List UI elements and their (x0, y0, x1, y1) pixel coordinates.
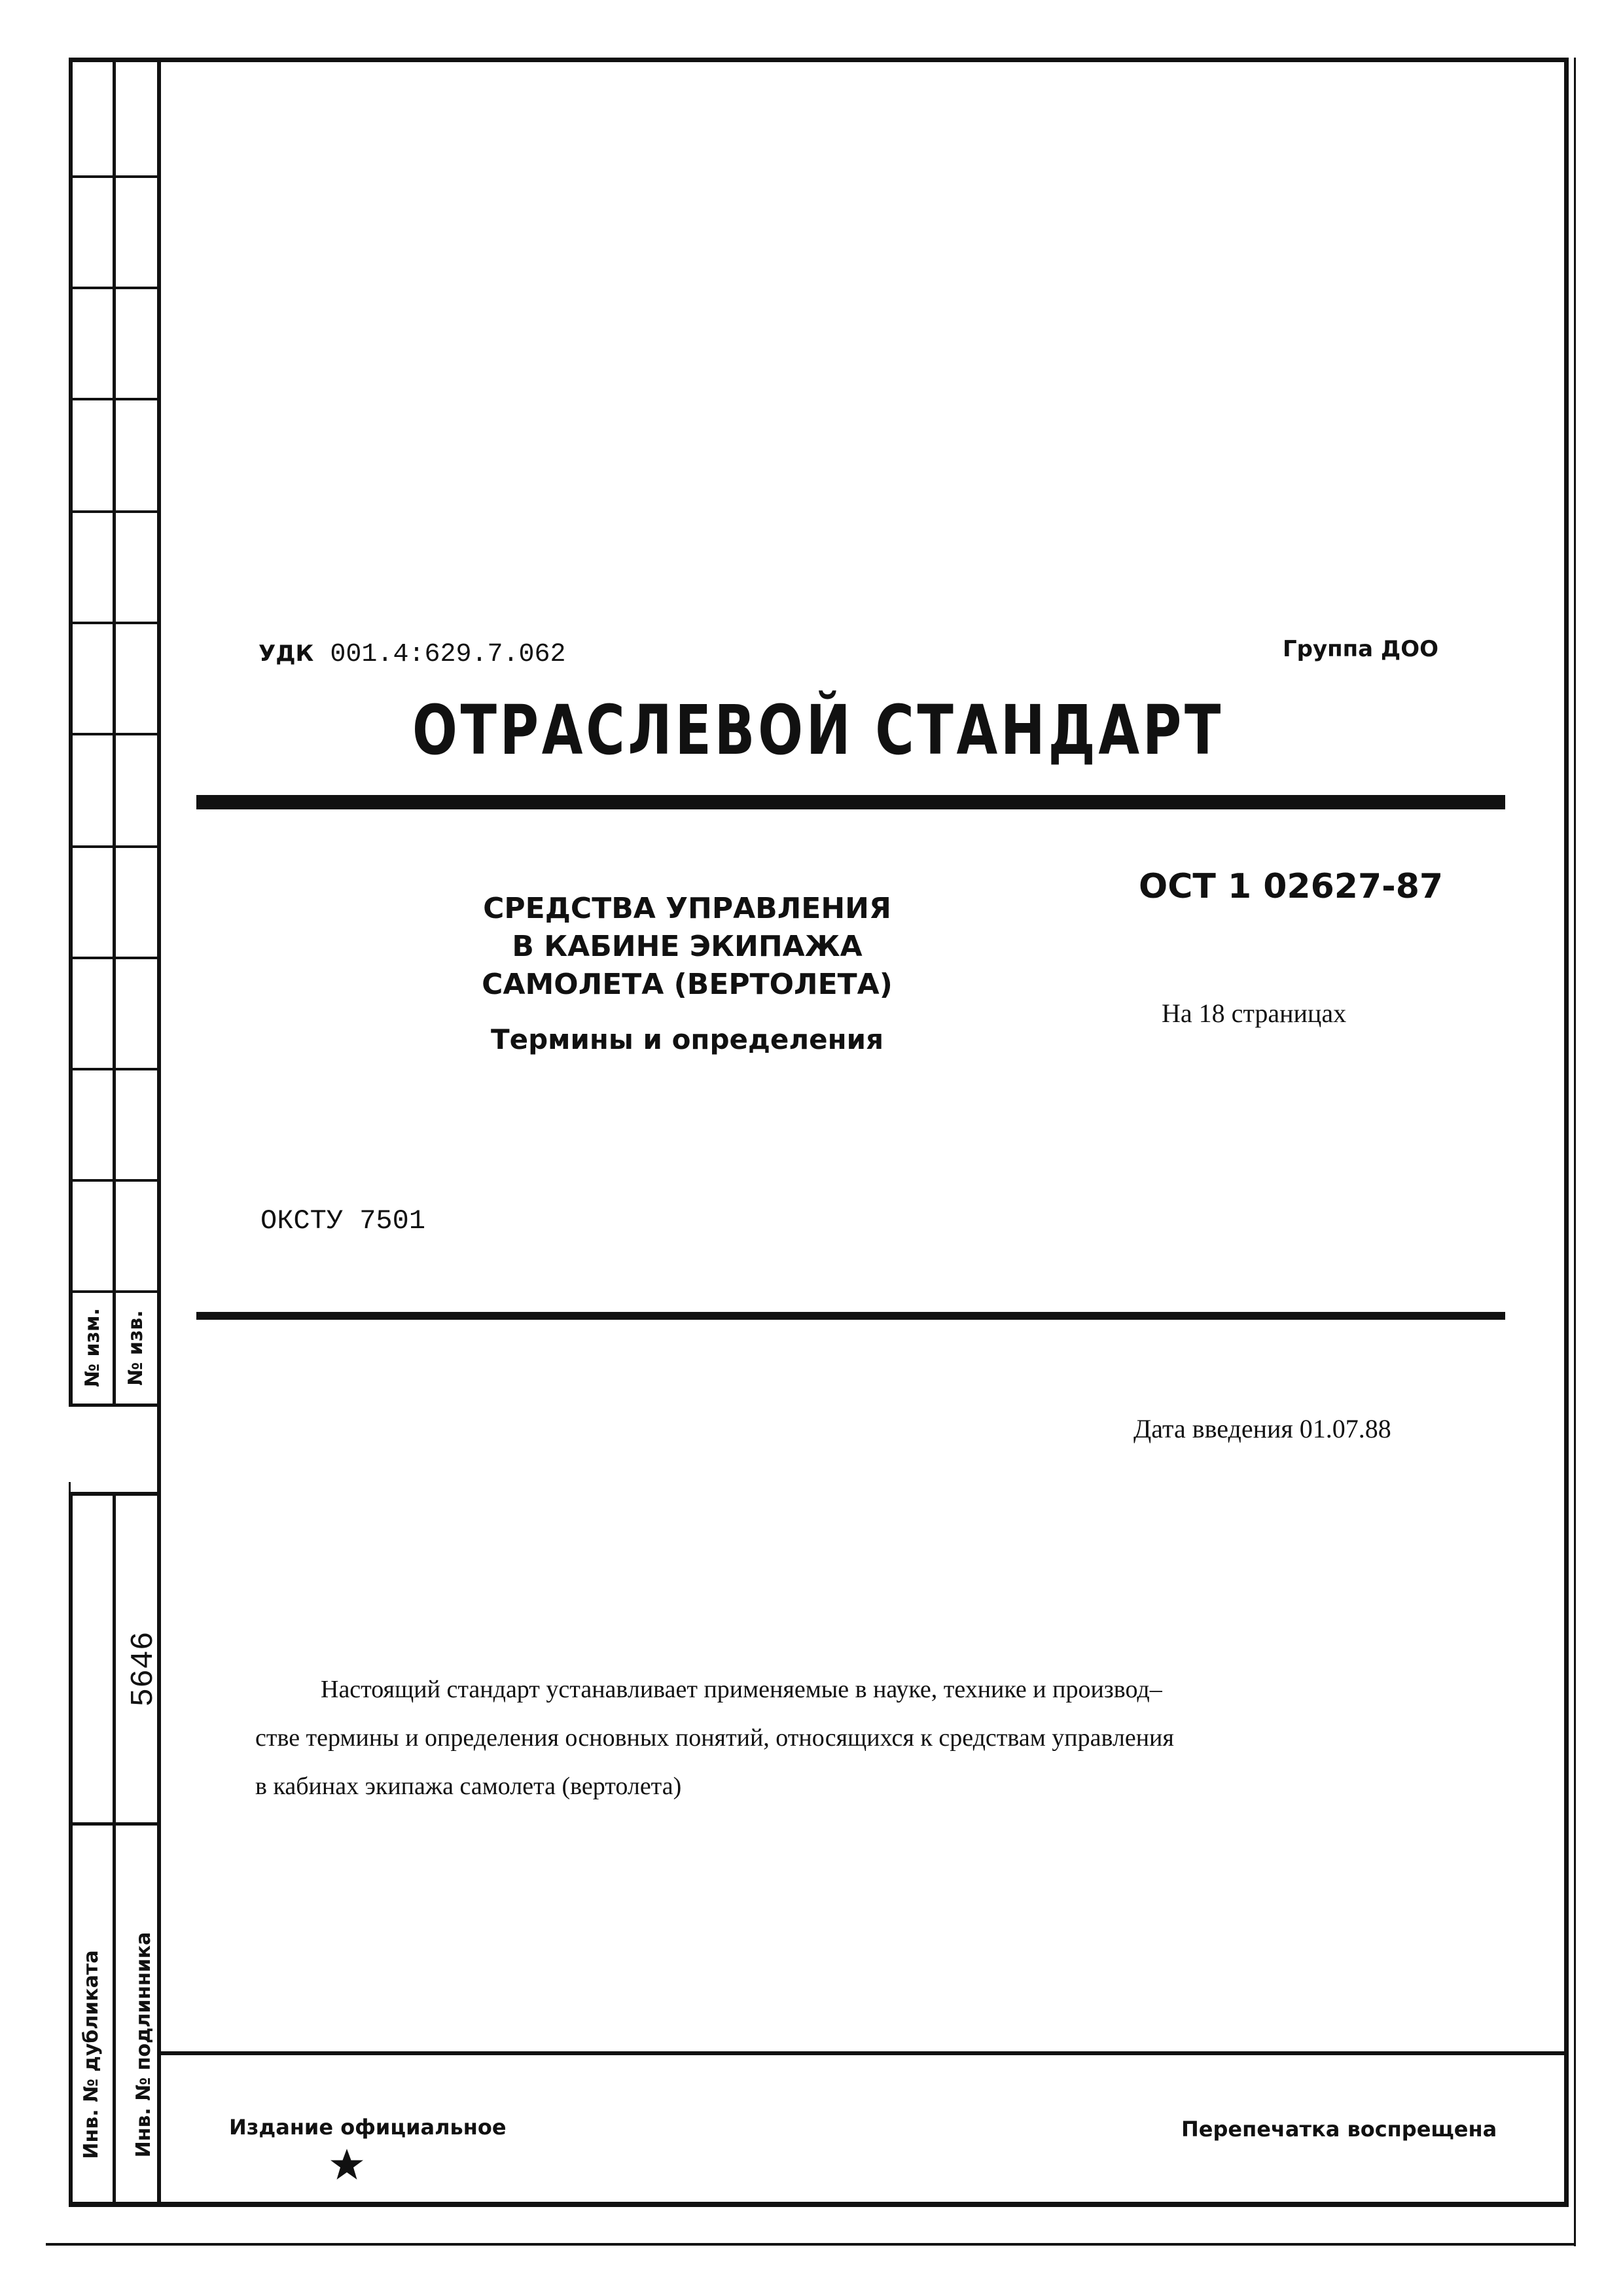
stamp-upper-mid (113, 58, 116, 1407)
stamp-row-line (69, 845, 161, 848)
header-rule (196, 795, 1505, 809)
stamp-row-line (69, 510, 161, 513)
body-text (255, 1665, 1499, 1810)
banner-title: ОТРАСЛЕВОЙ СТАНДАРТ (412, 690, 1224, 770)
title-line-1: СРЕДСТВА УПРАВЛЕНИЯ (483, 892, 891, 925)
oksty-code: ОКСТУ 7501 (260, 1205, 426, 1237)
group-text: Группа ДОО (1283, 636, 1439, 662)
udk-label: УДК (259, 641, 314, 667)
title-line-2: В КАБИНЕ ЭКИПАЖА (512, 930, 863, 963)
stamp-dup-label: Инв. № дубликата (80, 1950, 103, 2159)
stamp-izm-label: № изм. (81, 1308, 104, 1387)
page-bottom-rule (46, 2243, 1576, 2246)
stamp-row-line (69, 1068, 161, 1070)
stamp-row-line (69, 1179, 161, 1182)
body-line-2: стве термины и определения основных понятий, относящихся к средствам управления (255, 1724, 1174, 1752)
stamp-upper-bottom (69, 1404, 161, 1407)
pages-note: На 18 страницах (1162, 998, 1347, 1028)
stamp-row-line (69, 287, 161, 289)
footer-official-edition: Издание официальное (229, 2115, 507, 2140)
frame-top (69, 58, 1567, 62)
frame-right-outer (1574, 58, 1576, 2246)
stamp-row-line (69, 733, 161, 735)
udk-line (259, 638, 565, 669)
frame-bottom (69, 2202, 1569, 2207)
footer-rule (157, 2051, 1569, 2055)
body-line-3: в кабинах экипажа самолета (вертолета) (255, 1773, 682, 1800)
star-icon-svg (329, 2147, 365, 2183)
stamp-lower-sep (69, 1482, 71, 1495)
udk-value: 001.4:629.7.062 (330, 640, 566, 669)
standard-number: ОСТ 1 02627-87 (1139, 867, 1444, 906)
star-icon (329, 2147, 365, 2183)
group-label (1283, 635, 1438, 663)
title-block (419, 890, 955, 1059)
frame-right (1564, 58, 1569, 2207)
stamp-orig-label: Инв. № подлинника (132, 1932, 155, 2158)
stamp-upper-left (69, 58, 73, 1407)
title-subtitle: Термины и определения (490, 1023, 884, 1055)
stamp-row-line (69, 957, 161, 959)
stamp-lower-left (69, 1492, 73, 2207)
body-line-1: Настоящий стандарт устанавливает применяемые в науке, технике и производ– (321, 1676, 1162, 1703)
middle-rule (196, 1312, 1505, 1320)
stamp-row-line (69, 1290, 161, 1293)
stamp-inv-number: 5646 (126, 1631, 162, 1707)
stamp-row-line (69, 622, 161, 624)
stamp-row-line (69, 398, 161, 400)
stamp-izv-label: № изв. (124, 1310, 147, 1386)
intro-date: Дата введения 01.07.88 (1133, 1414, 1391, 1443)
footer-reprint-forbidden: Перепечатка воспрещена (1181, 2117, 1497, 2142)
stamp-lower-divider (69, 1822, 161, 1826)
stamp-lower-mid (113, 1492, 116, 2207)
stamp-row-line (69, 175, 161, 178)
title-line-3: САМОЛЕТА (ВЕРТОЛЕТА) (482, 968, 893, 1001)
stamp-upper-right (157, 58, 161, 2207)
